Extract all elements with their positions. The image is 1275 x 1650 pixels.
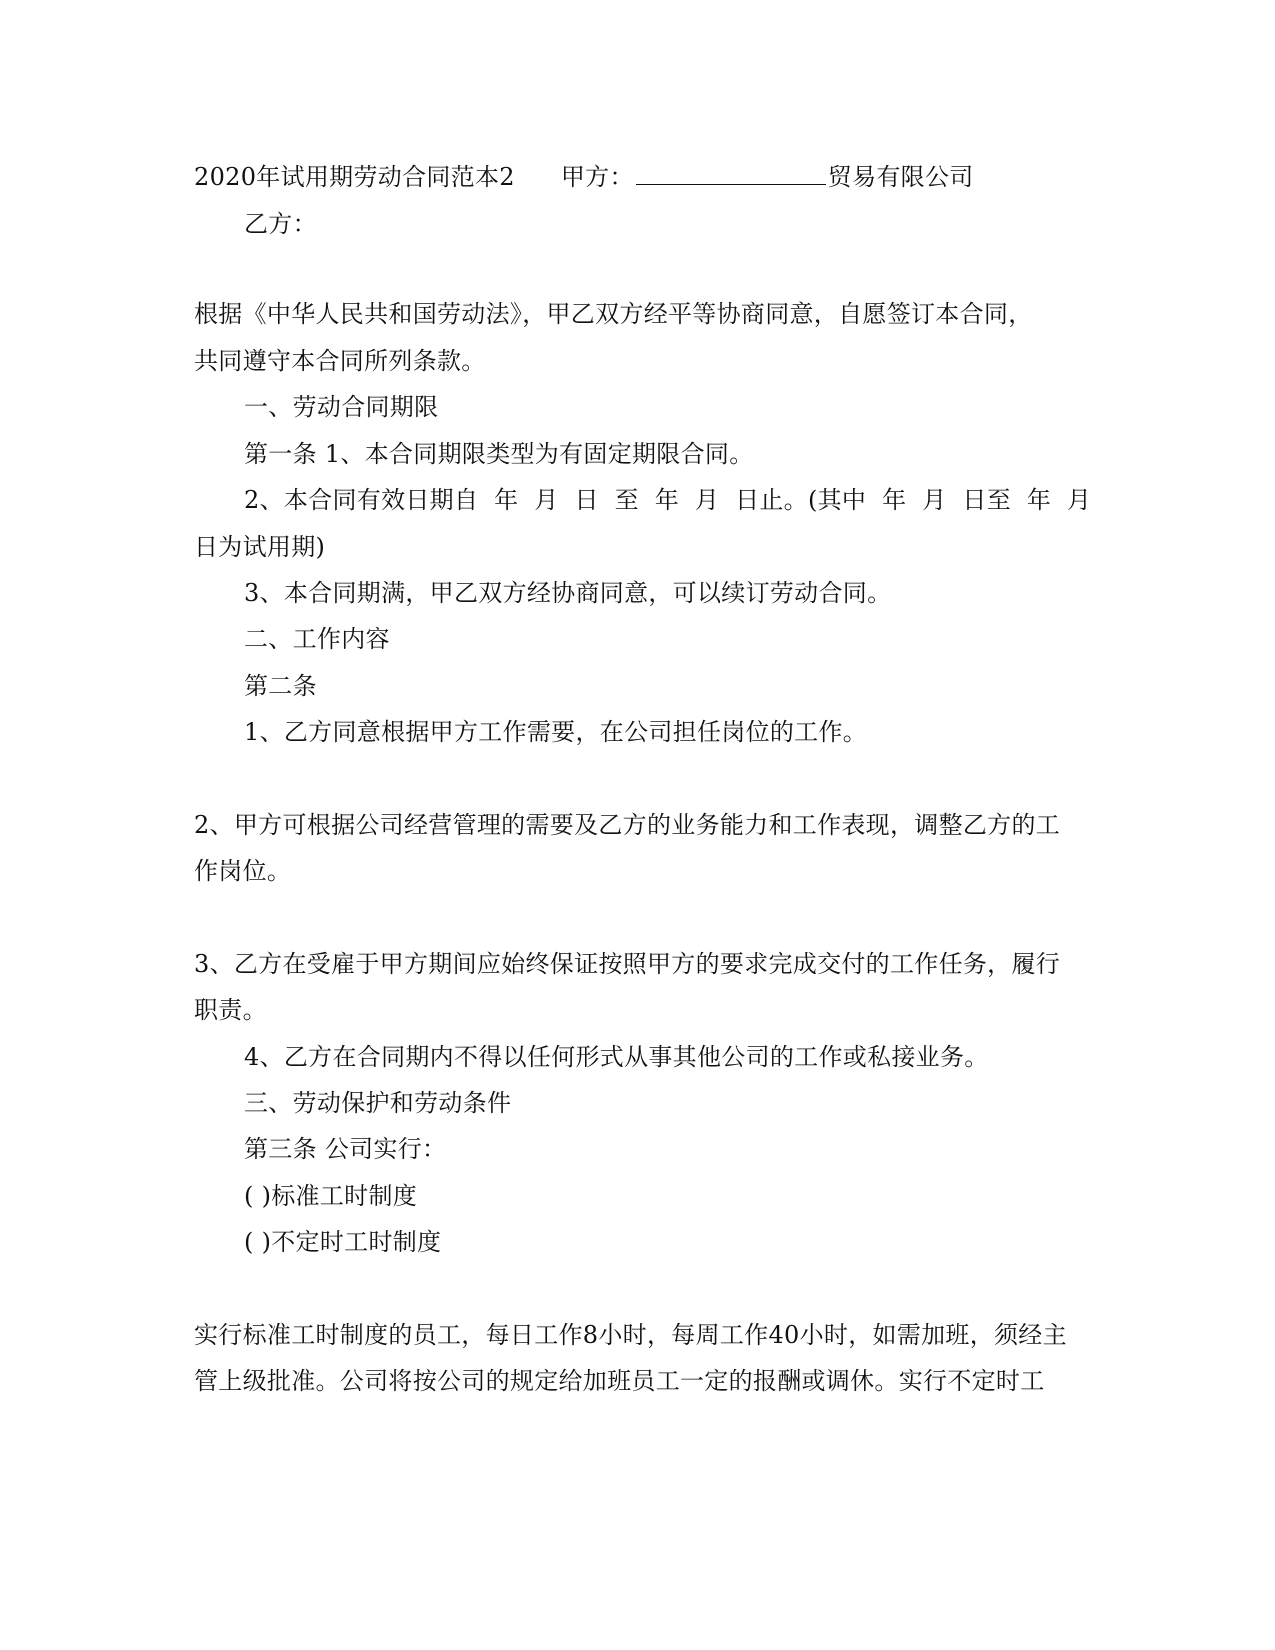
article-2-item-4: 4、乙方在合同期内不得以任何形式从事其他公司的工作或私接业务。 [244,1043,989,1071]
article-2-heading: 第二条 [244,672,317,700]
title-line [194,162,1084,192]
party-a-blank [636,162,826,185]
article-1-item-3: 3、本合同期满，甲乙双方经协商同意，可以续订劳动合同。 [244,579,892,607]
article-1-item-1: 第一条 1、本合同期限类型为有固定期限合同。 [244,440,754,468]
section-2-heading: 二、工作内容 [244,625,390,653]
preamble-line-1: 根据《中华人民共和国劳动法》，甲乙双方经平等协商同意，自愿签订本合同， [194,300,1033,328]
article-1-item-2: 2、本合同有效日期自 年 月 日 至 年 月 日止。(其中 年 月 日至 年 月 [244,486,1092,514]
article-1-item-2-cont: 日为试用期) [194,533,326,561]
article-2-item-3-cont: 职责。 [194,996,267,1024]
work-hours-option-flexible: ( )不定时工时制度 [244,1228,442,1256]
section-1-heading: 一、劳动合同期限 [244,393,439,421]
party-a-suffix: 贸易有限公司 [827,163,974,191]
article-2-item-3: 3、乙方在受雇于甲方期间应始终保证按照甲方的要求完成交付的工作任务，履行 [194,950,1061,978]
work-hours-option-standard: ( )标准工时制度 [244,1182,418,1210]
article-3-heading: 第三条 公司实行： [244,1135,447,1163]
article-2-item-1: 1、乙方同意根据甲方工作需要，在公司担任岗位的工作。 [244,718,868,746]
party-b-label: 乙方： [244,210,317,238]
article-2-item-2-cont: 作岗位。 [194,857,292,885]
party-a-label: 甲方： [560,163,634,191]
document-title: 2020年试用期劳动合同范本2 [194,163,515,191]
section-3-heading: 三、劳动保护和劳动条件 [244,1089,512,1117]
preamble-line-2: 共同遵守本合同所列条款。 [194,347,486,375]
article-3-paragraph: 实行标准工时制度的员工，每日工作8小时，每周工作40小时，如需加班，须经主 [194,1321,1067,1349]
article-3-paragraph-cont: 管上级批准。公司将按公司的规定给加班员工一定的报酬或调休。实行不定时工 [194,1367,1045,1395]
article-2-item-2: 2、甲方可根据公司经营管理的需要及乙方的业务能力和工作表现，调整乙方的工 [194,811,1061,839]
